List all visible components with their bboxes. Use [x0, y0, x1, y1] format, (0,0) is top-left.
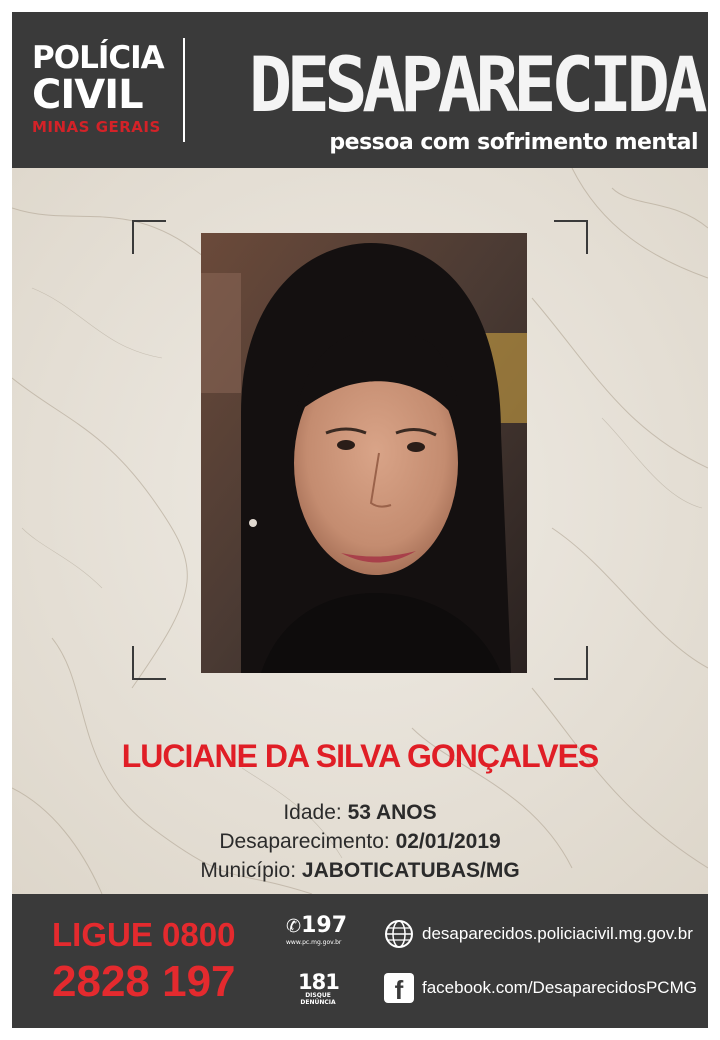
phone-icon: ✆ [286, 916, 302, 937]
badge-181-number: 181 [298, 970, 339, 994]
age-row [12, 798, 708, 827]
facebook-url[interactable]: facebook.com/DesaparecidosPCMG [422, 978, 697, 997]
city-value: JABOTICATUBAS/MG [301, 859, 520, 882]
logo-line-3: MINAS GERAIS [32, 118, 161, 136]
globe-icon [384, 919, 414, 949]
missing-person-photo [201, 233, 527, 673]
policia-civil-logo [32, 42, 162, 136]
photo-frame-corner [132, 220, 166, 254]
badge-197 [286, 913, 348, 947]
badge-197-number-row [286, 913, 348, 939]
photo-frame-corner [554, 646, 588, 680]
date-value: 02/01/2019 [395, 830, 501, 853]
headline: DESAPARECIDA [248, 40, 702, 129]
subheadline: pessoa com sofrimento mental [329, 130, 698, 155]
age-label: Idade: [283, 801, 342, 824]
age-value: 53 ANOS [347, 801, 437, 824]
disappearance-date-row [12, 827, 708, 856]
header-band [12, 12, 708, 168]
logo-line-1: POLÍCIA [32, 40, 164, 76]
city-row [12, 856, 708, 885]
website-link[interactable] [384, 919, 693, 949]
badge-197-site: www.pc.mg.gov.br [286, 939, 342, 946]
logo-divider [183, 38, 185, 142]
marble-background [12, 168, 708, 894]
date-label: Desaparecimento: [219, 830, 390, 853]
badge-181-label-2: DENÚNCIA [300, 999, 336, 1006]
badge-181 [298, 972, 338, 1006]
person-details [12, 798, 708, 885]
footer-band [12, 894, 708, 1028]
person-name: LUCIANE DA SILVA GONÇALVES [121, 738, 599, 774]
photo-frame-corner [132, 646, 166, 680]
logo-line-2: CIVIL [32, 72, 143, 118]
photo-frame-corner [554, 220, 588, 254]
website-url[interactable]: desaparecidos.policiacivil.mg.gov.br [422, 924, 693, 943]
missing-person-poster [12, 12, 708, 1028]
hotline-number[interactable]: 2828 197 [52, 957, 236, 1006]
facebook-icon: f [384, 973, 414, 1003]
badge-181-label-1: DISQUE [305, 992, 331, 999]
call-label: LIGUE 0800 [52, 916, 236, 953]
facebook-link[interactable] [384, 973, 697, 1003]
city-label: Município: [200, 859, 297, 882]
badge-197-number: 197 [301, 913, 348, 938]
portrait-illustration [201, 233, 527, 673]
